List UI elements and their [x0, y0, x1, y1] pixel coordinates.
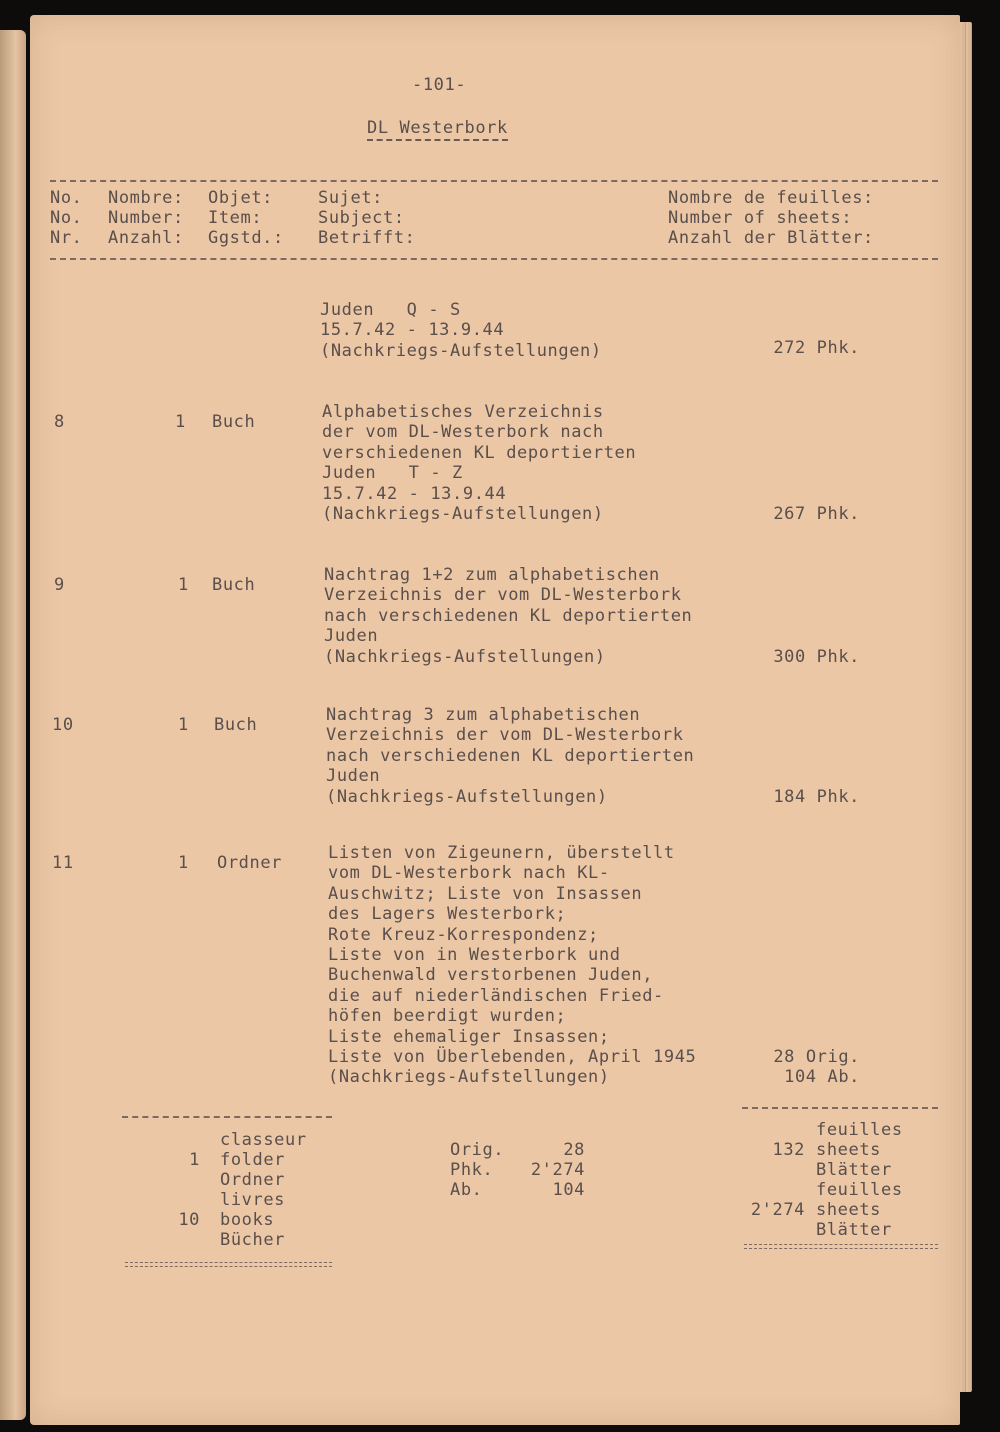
summary-unit-label: books — [220, 1210, 275, 1230]
entry-subject-line: (Nachkriegs-Aufstellungen) — [322, 504, 604, 524]
entry-subject-line: des Lagers Westerbork; — [328, 904, 567, 925]
entry-subject-line: Juden T - Z — [322, 463, 463, 484]
header-item: Objet: — [208, 188, 274, 208]
summary-sheet-label: Blätter — [816, 1220, 892, 1240]
entry-sheets: 272 Phk. — [773, 338, 860, 358]
header-sheets: Anzahl der Blätter: — [668, 228, 874, 248]
summary-type-label: Ab. — [450, 1180, 483, 1200]
entry-subject-line: verschiedenen KL deportierten — [322, 442, 637, 463]
entry-subject-line: Liste von in Westerbork und — [328, 945, 621, 965]
header-item: Item: — [208, 208, 263, 228]
header-item: Ggstd.: — [208, 228, 284, 248]
entry-subject-line: nach verschiedenen KL deportierten — [326, 745, 695, 766]
entry-count: 1 — [178, 853, 189, 873]
entry-subject-line: 15.7.42 - 13.9.44 — [322, 483, 507, 504]
header-subject: Subject: — [318, 208, 405, 228]
summary-sheet-label: Blätter — [816, 1160, 892, 1180]
summary-sheet-label: feuilles — [816, 1120, 903, 1140]
entry-subject-line: Rote Kreuz-Korrespondenz; — [328, 924, 599, 945]
header-subject: Betrifft: — [318, 228, 416, 248]
header-sheets: Number of sheets: — [668, 208, 853, 228]
summary-sheet-total: 132 — [772, 1140, 805, 1160]
entry-subject-line: Nachtrag 3 zum alphabetischen — [326, 705, 641, 725]
entry-count: 1 — [178, 715, 189, 735]
entry-subject-line: vom DL-Westerbork nach KL- — [328, 863, 610, 884]
summary-rule-right-bottom — [744, 1244, 938, 1249]
entry-item: Buch — [212, 412, 256, 432]
entry-subject-line: Liste ehemaliger Insassen; — [328, 1026, 610, 1047]
header-subject: Sujet: — [318, 188, 384, 208]
entry-subject-line: (Nachkriegs-Aufstellungen) — [324, 646, 606, 667]
entry-number: 9 — [54, 575, 65, 595]
entry-subject-line: nach verschiedenen KL deportierten — [324, 605, 693, 626]
entry-subject-line: Auschwitz; Liste von Insassen — [328, 883, 643, 904]
entry-subject-line: 15.7.42 - 13.9.44 — [320, 320, 505, 341]
entry-item: Buch — [212, 575, 256, 595]
header-no: No. — [50, 188, 83, 208]
entry-subject-line: Alphabetisches Verzeichnis — [322, 402, 604, 422]
summary-type-value: 2'274 — [530, 1160, 585, 1180]
summary-sheet-label: sheets — [816, 1140, 882, 1160]
summary-count: 1 — [189, 1150, 200, 1170]
summary-type-value: 104 — [552, 1180, 585, 1200]
summary-unit-label: Bücher — [220, 1230, 286, 1250]
entry-subject-line: (Nachkriegs-Aufstellungen) — [320, 340, 602, 361]
entry-item: Buch — [214, 715, 258, 735]
entry-count: 1 — [175, 412, 186, 432]
entry-sheets: 28 Orig. — [773, 1047, 860, 1067]
header-count: Nombre: — [108, 188, 184, 208]
summary-type-label: Orig. — [450, 1140, 505, 1160]
summary-unit-label: classeur — [220, 1130, 307, 1150]
entry-subject-line: Nachtrag 1+2 zum alphabetischen — [324, 565, 660, 585]
entry-subject-line: Buchenwald verstorbenen Juden, — [328, 965, 654, 986]
summary-rule-right-top — [742, 1107, 938, 1109]
header-rule-bottom — [50, 258, 938, 260]
entry-subject-line: Juden Q - S — [320, 300, 461, 320]
entry-subject-line: Verzeichnis der vom DL-Westerbork — [326, 725, 684, 746]
summary-sheet-label: sheets — [816, 1200, 882, 1220]
entry-item: Ordner — [217, 853, 283, 873]
entry-subject-line: Juden — [324, 626, 379, 647]
entry-subject-line: Listen von Zigeunern, überstellt — [328, 843, 675, 863]
entry-sheets: 267 Phk. — [773, 504, 860, 524]
entry-sheets: 184 Phk. — [773, 786, 860, 807]
entry-sheets: 300 Phk. — [773, 646, 860, 667]
summary-type-label: Phk. — [450, 1160, 494, 1180]
entry-sheets: 104 Ab. — [784, 1067, 860, 1088]
entry-number: 10 — [52, 715, 74, 735]
entry-subject-line: Juden — [326, 766, 381, 787]
adjacent-page-edge — [0, 30, 26, 1420]
summary-rule-left-bottom — [125, 1262, 332, 1267]
entry-number: 11 — [52, 853, 74, 873]
header-no: Nr. — [50, 228, 83, 248]
summary-type-value: 28 — [563, 1140, 585, 1160]
entry-subject-line: die auf niederländischen Fried- — [328, 985, 664, 1006]
summary-sheet-label: feuilles — [816, 1180, 903, 1200]
entry-subject-line: höfen beerdigt wurden; — [328, 1006, 567, 1027]
entry-count: 1 — [178, 575, 189, 595]
entry-subject-line: (Nachkriegs-Aufstellungen) — [328, 1067, 610, 1088]
summary-unit-label: livres — [220, 1190, 286, 1210]
entry-subject-line: (Nachkriegs-Aufstellungen) — [326, 786, 608, 807]
entry-subject-line: Liste von Überlebenden, April 1945 — [328, 1047, 697, 1067]
summary-rule-left-top — [122, 1116, 332, 1118]
header-sheets: Nombre de feuilles: — [668, 188, 874, 208]
summary-sheet-total: 2'274 — [750, 1200, 805, 1220]
entry-number: 8 — [54, 412, 65, 432]
header-count: Number: — [108, 208, 184, 228]
header-rule-top — [50, 180, 938, 182]
page-title: DL Westerbork — [367, 118, 508, 141]
header-no: No. — [50, 208, 83, 228]
page-number: -101- — [412, 75, 467, 95]
entry-subject-line: Verzeichnis der vom DL-Westerbork — [324, 585, 682, 606]
summary-unit-label: Ordner — [220, 1170, 286, 1190]
summary-count: 10 — [178, 1210, 200, 1230]
summary-unit-label: folder — [220, 1150, 286, 1170]
header-count: Anzahl: — [108, 228, 184, 248]
entry-subject-line: der vom DL-Westerbork nach — [322, 422, 604, 443]
